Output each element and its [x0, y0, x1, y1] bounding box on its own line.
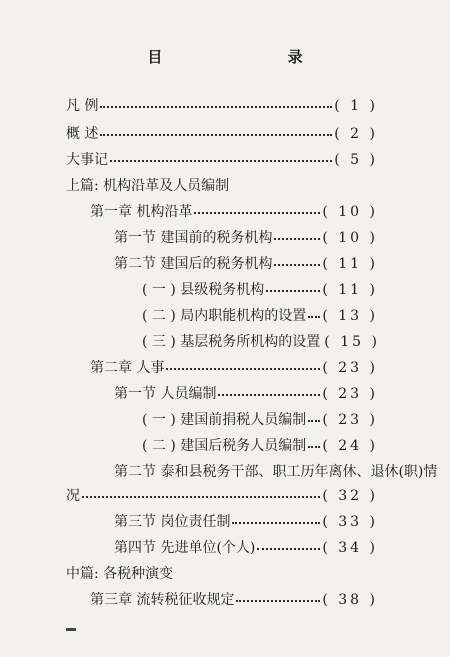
toc-entry-page: ( 5 ): [334, 152, 378, 168]
toc-entry-label: ( 一 ) 县级税务机构: [142, 282, 265, 298]
toc-entry-page: ( 33 ): [322, 514, 378, 530]
toc-entry-page: ( 10 ): [322, 230, 378, 246]
toc-entry-page: ( 1 ): [334, 98, 378, 114]
toc-entry-page: ( 34 ): [322, 540, 378, 556]
toc-entry: [142, 408, 378, 432]
dot-leader: [308, 446, 320, 448]
dot-leader: [166, 368, 320, 370]
part-heading: 上篇: 机构沿革及人员编制: [66, 178, 230, 194]
dot-leader: [100, 106, 332, 108]
toc-entry-label: ( 一 ) 建国前捐税人员编制: [142, 412, 307, 428]
toc-entry-label: 第一章 机构沿革: [90, 204, 193, 220]
dot-leader: [274, 238, 320, 240]
toc-entry: [90, 200, 378, 224]
toc-entry: [142, 330, 378, 354]
toc-entry-page: ( 32 ): [322, 488, 378, 504]
dot-leader: [232, 522, 320, 524]
toc-entry: [114, 226, 378, 250]
dot-leader: [110, 160, 332, 162]
toc-entry-label: 第二节 泰和县税务干部、职工历年离休、退休(职)情: [114, 464, 438, 480]
toc-entry-page: ( 23 ): [322, 386, 378, 402]
toc-entry-page: ( 10 ): [322, 204, 378, 220]
toc-entry-page: ( 13 ): [322, 308, 378, 324]
toc-entry-label: 第三节 岗位责任制: [114, 514, 231, 530]
toc-entry-label: 第一节 人员编制: [114, 386, 217, 402]
toc-entry-page: ( 2 ): [334, 126, 378, 142]
toc-entry-label: ( 二 ) 建国后税务人员编制: [142, 438, 307, 454]
dot-leader: [218, 394, 320, 396]
toc-entry-page: ( 23 ): [322, 360, 378, 376]
toc-entry-page: ( 15 ): [324, 334, 380, 350]
part-heading: 中篇: 各税种演变: [66, 566, 174, 582]
toc-entry-label: 第一节 建国前的税务机构: [114, 230, 273, 246]
dot-leader: [257, 548, 320, 550]
toc-entry: [142, 434, 378, 458]
toc-entry-label: 第三章 流转税征收规定: [90, 592, 235, 608]
toc-entry: [114, 382, 378, 406]
toc-entry: [66, 94, 378, 118]
dot-leader: [274, 264, 320, 266]
toc-entry: [114, 536, 378, 560]
toc-entry: [114, 510, 378, 534]
dot-leader: [308, 316, 320, 318]
toc-entry-label: 第二节 建国后的税务机构: [114, 256, 273, 272]
toc-entry: [66, 122, 378, 146]
toc-entry: [142, 304, 378, 328]
dot-leader: [100, 134, 332, 136]
toc-entry-label: 概 述: [66, 126, 99, 142]
toc-entry-page: ( 38 ): [322, 592, 378, 608]
dot-leader: [194, 212, 320, 214]
toc-entry-page: ( 23 ): [322, 412, 378, 428]
toc-entry: [114, 252, 378, 276]
toc-entry: [90, 588, 378, 612]
toc-entry-page: ( 11 ): [322, 256, 378, 272]
page-title: 目 录: [147, 48, 363, 66]
toc-entry: [90, 356, 378, 380]
dot-leader: [82, 496, 320, 498]
toc-entry-label: ( 三 ) 基层税务所机构的设置: [142, 334, 321, 350]
toc-entry-page: ( 11 ): [322, 282, 378, 298]
toc-entry: [66, 484, 378, 508]
toc-entry-label: 第四节 先进单位(个人): [114, 540, 256, 556]
toc-entry-label: 大事记: [66, 152, 108, 168]
toc-entry-page: ( 24 ): [322, 438, 378, 454]
toc-entry: [66, 148, 378, 172]
dot-leader: [308, 420, 320, 422]
ink-mark: [66, 628, 76, 631]
toc-entry-label: 况: [66, 488, 80, 504]
toc-entry: [142, 278, 378, 302]
toc-entry-label: ( 二 ) 局内职能机构的设置: [142, 308, 307, 324]
dot-leader: [236, 600, 320, 602]
toc-entry-label: 凡 例: [66, 98, 99, 114]
toc-entry-label: 第二章 人事: [90, 360, 165, 376]
dot-leader: [266, 290, 320, 292]
